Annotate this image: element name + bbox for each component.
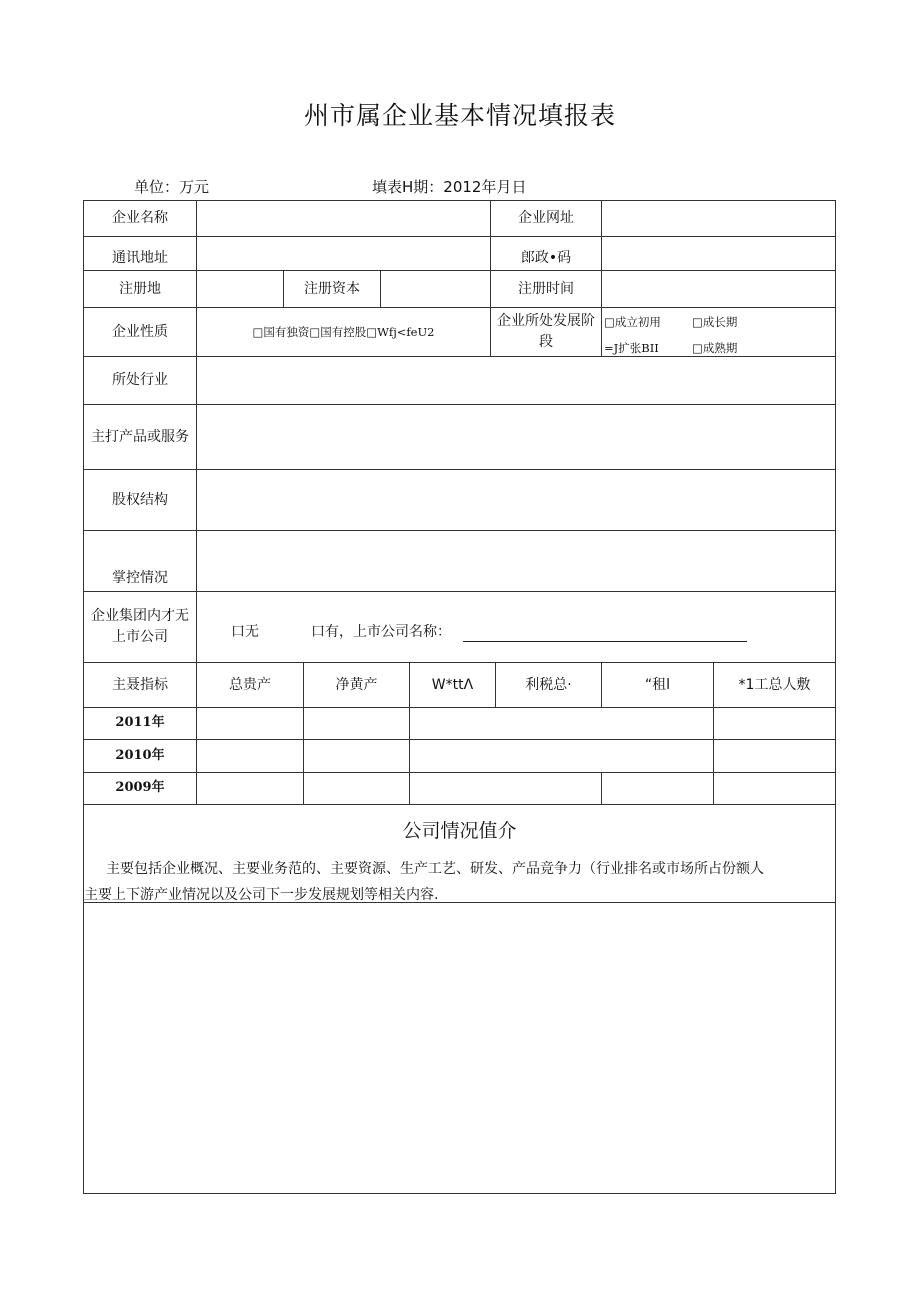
nature-label: 企业性质	[83, 307, 197, 357]
stage-label	[490, 307, 602, 357]
year-2011-cell[interactable]	[196, 707, 304, 740]
reg-time-label: 注册时间	[490, 270, 602, 308]
indicator-header-5: “租l	[601, 662, 714, 708]
industry-field[interactable]	[196, 356, 836, 405]
company-name-field[interactable]	[196, 200, 491, 237]
listed-field	[196, 591, 836, 663]
indicator-header-4: 利税总·	[495, 662, 602, 708]
indicator-header-0: 主聂指标	[83, 662, 197, 708]
intro-instruction-line2: 主要上下游产业情况以及公司下一步发展规划等相关内容.	[84, 887, 439, 903]
stage-label-line1: 企业所处发展阶	[497, 313, 595, 329]
company-name-label: 企业名称	[83, 200, 197, 237]
indicator-header-2: 净黄产	[303, 662, 410, 708]
industry-label: 所处行业	[83, 356, 197, 405]
equity-field[interactable]	[196, 469, 836, 531]
year-2010-cell[interactable]	[409, 739, 714, 773]
address-label: 通讯地址	[83, 236, 197, 271]
listed-label-line1: 企业集团内才无	[91, 608, 189, 624]
year-2010-cell[interactable]	[713, 739, 836, 773]
reg-capital-field[interactable]	[380, 270, 491, 308]
year-2009-cell[interactable]	[303, 772, 410, 805]
form-title: 州市属企业基本情况填报表	[303, 101, 616, 130]
year-2011-cell[interactable]	[713, 707, 836, 740]
website-field[interactable]	[601, 200, 836, 237]
stage-option-growth[interactable]: □成长期	[692, 315, 738, 329]
intro-content-field[interactable]	[83, 902, 836, 1194]
fill-date-label: 填表H期：2012年月日	[372, 178, 527, 196]
year-2009-cell[interactable]	[409, 772, 602, 805]
year-2009: 2009年	[83, 772, 197, 805]
indicator-header-1: 总贵产	[196, 662, 304, 708]
reg-time-field[interactable]	[601, 270, 836, 308]
reg-capital-label: 注册资本	[283, 270, 381, 308]
reg-place-field[interactable]	[196, 270, 284, 308]
stage-label-line2: 段	[539, 334, 553, 350]
stage-option-expansion[interactable]: =J扩张BII	[604, 341, 659, 355]
control-label: 掌控情况	[83, 530, 197, 592]
year-2010: 2010年	[83, 739, 197, 773]
listed-none-option[interactable]: 口无	[231, 624, 259, 640]
year-2010-cell[interactable]	[303, 739, 410, 773]
listed-yes-label: 口有，上市公司名称：	[311, 624, 451, 640]
stage-option-mature[interactable]: □成熟期	[692, 341, 738, 355]
stage-option-startup[interactable]: □成立初用	[604, 315, 661, 329]
website-label: 企业网址	[490, 200, 602, 237]
nature-options[interactable]: □国有独资□国有控股□Wfj<feU2	[196, 307, 491, 357]
unit-label: 单位：万元	[134, 178, 210, 196]
control-field[interactable]	[196, 530, 836, 592]
address-field[interactable]	[196, 236, 491, 271]
intro-heading: 公司情况值介	[402, 820, 517, 842]
year-2009-cell[interactable]	[196, 772, 304, 805]
products-field[interactable]	[196, 404, 836, 470]
stage-options	[601, 307, 836, 357]
year-2011: 2011年	[83, 707, 197, 740]
postcode-field[interactable]	[601, 236, 836, 271]
postcode-label: 郎政•码	[490, 236, 602, 271]
reg-place-label: 注册地	[83, 270, 197, 308]
intro-instruction-line1: 主要包括企业概况、主要业务范的、主要资源、生产工艺、研发、产品竞争力（行业排名或市场所占份额人	[106, 861, 764, 877]
indicator-header-6: *1工总人敷	[713, 662, 836, 708]
equity-label: 股权结构	[83, 469, 197, 531]
listed-company-name-input[interactable]	[463, 627, 747, 642]
year-2011-cell[interactable]	[409, 707, 714, 740]
products-label: 主打产品或服务	[83, 404, 197, 470]
listed-yes-option[interactable]	[311, 622, 747, 642]
year-2010-cell[interactable]	[196, 739, 304, 773]
year-2011-cell[interactable]	[303, 707, 410, 740]
listed-label-line2: 上市公司	[112, 629, 168, 645]
year-2009-cell[interactable]	[713, 772, 836, 805]
indicator-header-3: W*ttΛ	[409, 662, 496, 708]
year-2009-cell[interactable]	[601, 772, 714, 805]
listed-label	[83, 591, 197, 663]
